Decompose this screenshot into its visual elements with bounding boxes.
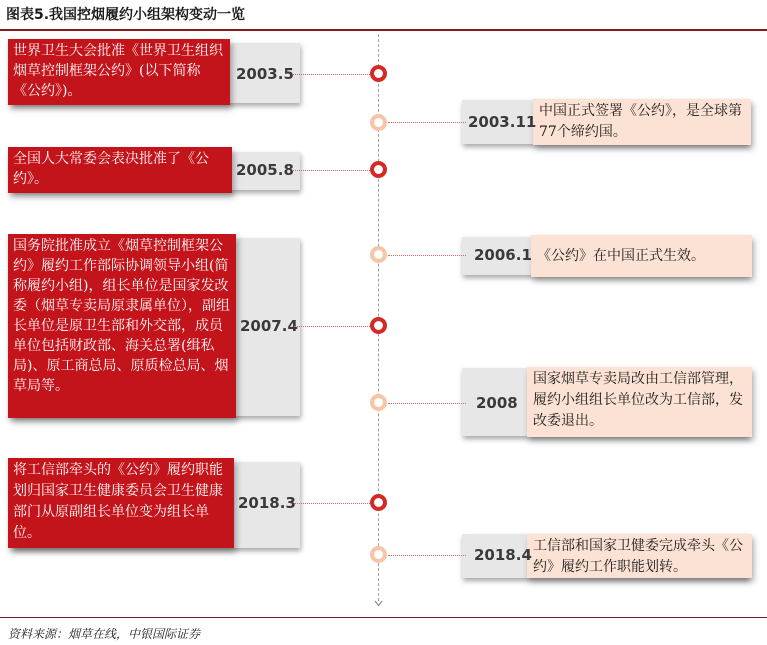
event-2018-4-node [370, 546, 387, 563]
event-2018-4-connector [388, 555, 466, 556]
event-2003-5-node [370, 65, 387, 82]
event-2006-1-node [370, 246, 387, 263]
source-note: 资料来源：烟草在线，中银国际证券 [8, 627, 201, 641]
event-2007-4-text: 国务院批准成立《烟草控制框架公约》履约工作部际协调领导小组(简称履约小组)，组长单位是国家发改委（烟草专卖局原隶属单位），副组长单位是原卫生部和外交部，成员单位包括财政部、海关总署(缉私局)、原工商总局、原质检总局、烟草局等。 [8, 234, 236, 418]
event-2003-11-date: 2003.11 [468, 113, 537, 131]
event-2007-4-date: 2007.4 [240, 317, 298, 335]
event-2018-4-text: 工信部和国家卫健委完成牵头《公约》履约工作职能划转。 [527, 534, 752, 578]
event-2003-11-node [370, 114, 387, 131]
axis-arrow-icon [374, 600, 383, 607]
event-2018-3-connector [294, 503, 370, 504]
event-2003-5-text: 世界卫生大会批准《世界卫生组织烟草控制框架公约》(以下简称《公约》)。 [8, 39, 230, 105]
event-2005-8-date: 2005.8 [236, 161, 294, 179]
event-2003-11-connector [388, 122, 466, 123]
event-2008-date: 2008 [476, 394, 518, 412]
event-2008-connector [388, 403, 466, 404]
event-2007-4-node [370, 317, 387, 334]
event-2003-5-date: 2003.5 [236, 65, 294, 83]
event-2018-4-date: 2018.4 [474, 546, 532, 564]
event-2003-11-text: 中国正式签署《公约》，是全球第77个缔约国。 [533, 99, 751, 145]
event-2006-1-connector [388, 255, 466, 256]
event-2005-8-text: 全国人大常委会表决批准了《公约》。 [8, 147, 232, 193]
bottom-rule [0, 617, 767, 618]
event-2008-node [370, 394, 387, 411]
event-2018-3-text: 将工信部牵头的《公约》履约职能划归国家卫生健康委员会卫生健康部门从原副组长单位变为组长单位。 [8, 458, 234, 548]
event-2005-8-node [370, 161, 387, 178]
event-2006-1-date: 2006.1 [474, 246, 532, 264]
top-rule [0, 29, 767, 31]
event-2003-5-connector [292, 74, 370, 75]
event-2018-3-date: 2018.3 [238, 494, 296, 512]
event-2018-3-node [370, 494, 387, 511]
event-2007-4-connector [294, 326, 370, 327]
event-2006-1-text: 《公约》在中国正式生效。 [531, 235, 752, 277]
event-2005-8-connector [292, 170, 370, 171]
figure-title: 图表5.我国控烟履约小组架构变动一览 [6, 7, 246, 23]
event-2008-text: 国家烟草专卖局改由工信部管理，履约小组组长单位改为工信部，发改委退出。 [527, 367, 752, 437]
